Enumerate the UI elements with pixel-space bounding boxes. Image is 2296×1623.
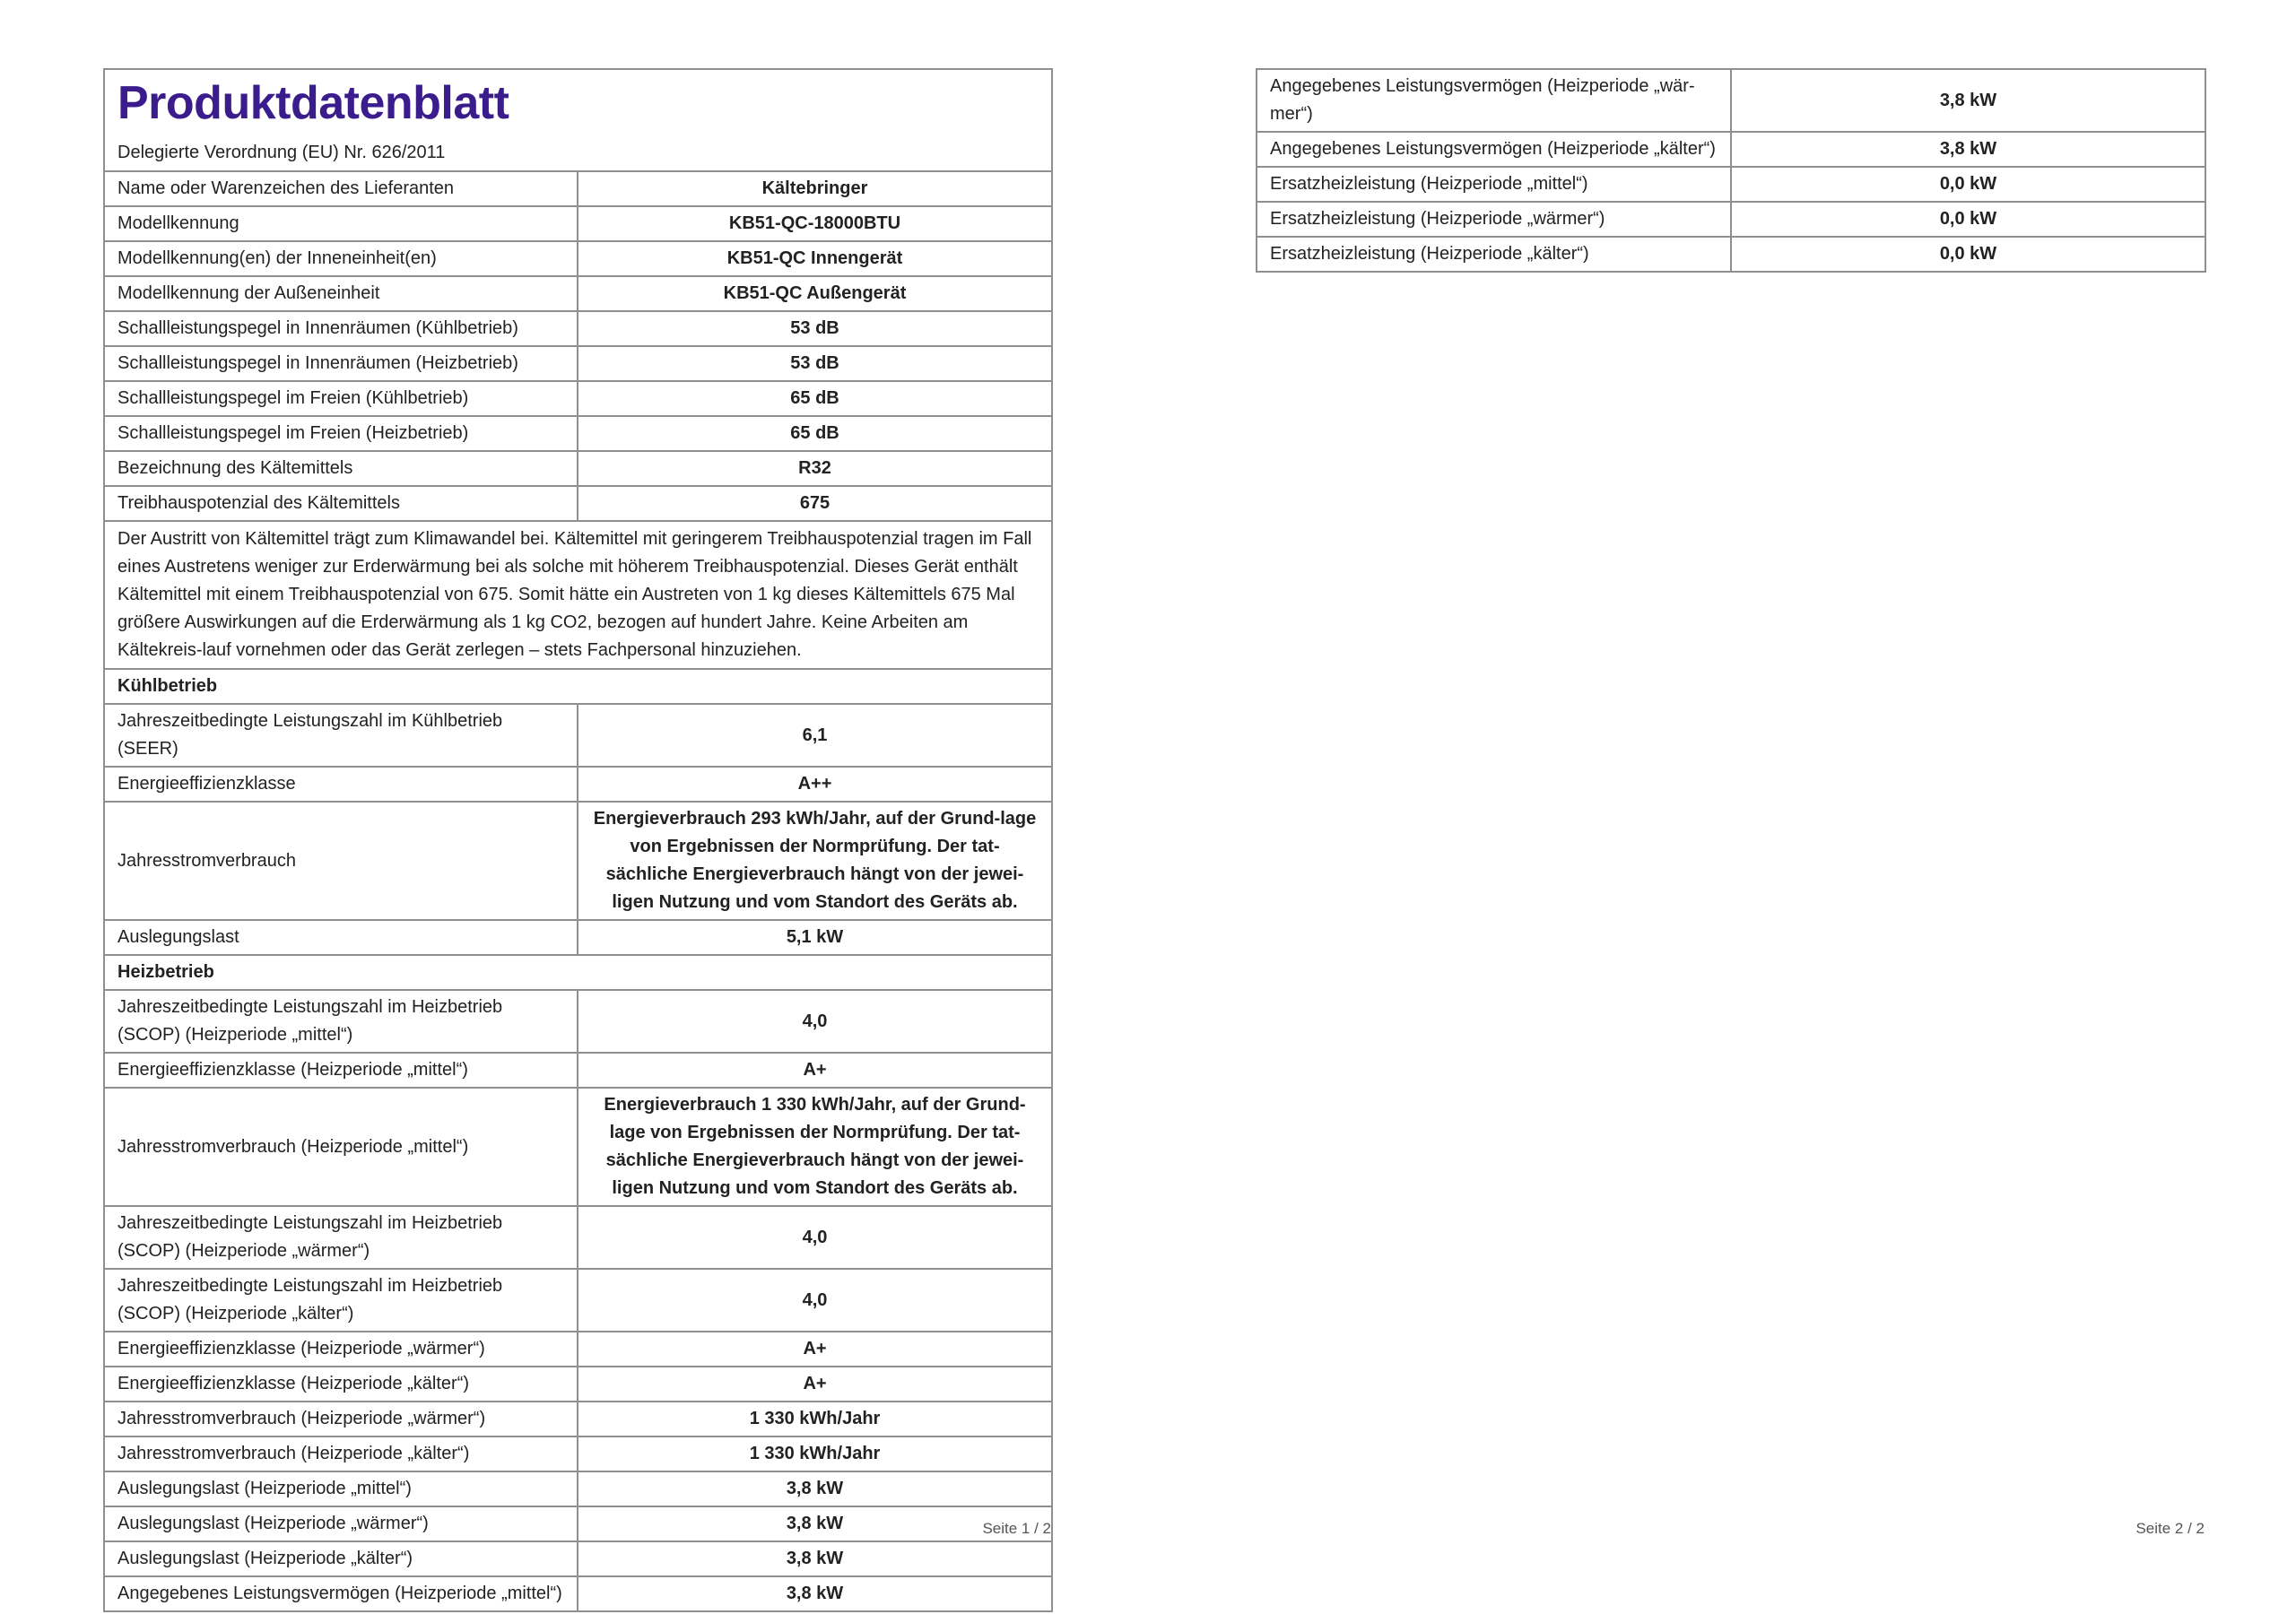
row-label: Auslegungslast (104, 920, 578, 955)
row-value: KB51-QC Außengerät (578, 276, 1052, 311)
row-label: Treibhauspotenzial des Kältemittels (104, 486, 578, 521)
section-heading-cooling-row (104, 669, 1052, 704)
table-row (104, 381, 1052, 416)
row-value: 3,8 kW (578, 1576, 1052, 1611)
table-row (104, 1053, 1052, 1088)
section-heading-heating: Heizbetrieb (104, 955, 1052, 990)
table-row (104, 1436, 1052, 1471)
row-value: 65 dB (578, 416, 1052, 451)
row-label: Schallleistungspegel in Innenräumen (Kühlbetrieb) (104, 311, 578, 346)
row-label: Jahreszeitbedingte Leistungszahl im Heizbetrieb (SCOP) (Heizperiode „kälter“) (104, 1269, 578, 1332)
row-value: 53 dB (578, 346, 1052, 381)
row-value: 675 (578, 486, 1052, 521)
row-label: Auslegungslast (Heizperiode „kälter“) (104, 1541, 578, 1576)
page-title: Produktdatenblatt (117, 77, 509, 129)
table-row (104, 990, 1052, 1053)
table-row (104, 1088, 1052, 1206)
table-row (104, 486, 1052, 521)
refrigerant-note: Der Austritt von Kältemittel trägt zum Klimawandel bei. Kältemittel mit geringerem Treibhauspotenzial tragen im Fall eines Austretens weniger zur Erderwärmung bei als solche mit höherem Treibhauspotenzial. Dieses Gerät enthält Kältemittel mit einem Treibhauspotenzial von 675. Somit hätte ein Austreten von 1 kg dieses Kältemittels 675 Mal größere Auswirkungen auf die Erderwärmung als 1 kg CO2, bezogen auf hundert Jahre. Keine Arbeiten am Kältekreis-lauf vornehmen oder das Gerät zerlegen – stets Fachpersonal hinzuziehen. (104, 521, 1052, 669)
table-row (104, 171, 1052, 206)
row-value: A+ (578, 1367, 1052, 1402)
row-label: Angegebenes Leistungsvermögen (Heizperiode „wär-mer“) (1257, 69, 1731, 132)
row-label: Energieeffizienzklasse (Heizperiode „kälter“) (104, 1367, 578, 1402)
row-value: 1 330 kWh/Jahr (578, 1402, 1052, 1436)
row-value: Energieverbrauch 1 330 kWh/Jahr, auf der Grund-lage von Ergebnissen der Normprüfung. Der tat-sächliche Energieverbrauch hängt von der jewei-ligen Nutzung und vom Standort des Geräts ab. (578, 1088, 1052, 1206)
row-label: Auslegungslast (Heizperiode „mittel“) (104, 1471, 578, 1506)
row-value: 3,8 kW (578, 1506, 1052, 1541)
table-row (104, 1471, 1052, 1506)
table-row (1257, 69, 2205, 132)
refrigerant-note-row (104, 521, 1052, 669)
row-label: Jahresstromverbrauch (Heizperiode „wärmer“) (104, 1402, 578, 1436)
table-row (104, 767, 1052, 802)
row-value: Kältebringer (578, 171, 1052, 206)
row-label: Auslegungslast (Heizperiode „wärmer“) (104, 1506, 578, 1541)
row-label: Angegebenes Leistungsvermögen (Heizperiode „kälter“) (1257, 132, 1731, 167)
row-label: Jahreszeitbedingte Leistungszahl im Heizbetrieb (SCOP) (Heizperiode „wärmer“) (104, 1206, 578, 1269)
product-data-table (103, 68, 1053, 1612)
header-cell (104, 69, 1052, 171)
page-number: Seite 1 / 2 (982, 1520, 1051, 1537)
row-label: Bezeichnung des Kältemittels (104, 451, 578, 486)
row-label: Energieeffizienzklasse (Heizperiode „wärmer“) (104, 1332, 578, 1367)
row-label: Jahreszeitbedingte Leistungszahl im Heizbetrieb (SCOP) (Heizperiode „mittel“) (104, 990, 578, 1053)
table-row (104, 416, 1052, 451)
row-value: 65 dB (578, 381, 1052, 416)
row-value: 4,0 (578, 1269, 1052, 1332)
row-label: Jahreszeitbedingte Leistungszahl im Kühlbetrieb (SEER) (104, 704, 578, 767)
table-row (104, 1206, 1052, 1269)
table-row (1257, 167, 2205, 202)
row-value: R32 (578, 451, 1052, 486)
row-value: 53 dB (578, 311, 1052, 346)
page-2 (1148, 0, 2296, 1623)
table-row (104, 451, 1052, 486)
header-row (104, 69, 1052, 171)
table-row (104, 311, 1052, 346)
row-value: 0,0 kW (1731, 202, 2205, 237)
table-row (104, 802, 1052, 920)
product-data-table-continued (1256, 68, 2206, 273)
row-value: 3,8 kW (1731, 132, 2205, 167)
row-value: 4,0 (578, 990, 1052, 1053)
section-heading-heating-row (104, 955, 1052, 990)
row-label: Jahresstromverbrauch (Heizperiode „kälter“) (104, 1436, 578, 1471)
table-row (104, 346, 1052, 381)
row-label: Ersatzheizleistung (Heizperiode „mittel“) (1257, 167, 1731, 202)
row-label: Schallleistungspegel in Innenräumen (Heizbetrieb) (104, 346, 578, 381)
table-row (104, 1269, 1052, 1332)
row-value: 4,0 (578, 1206, 1052, 1269)
table-row (104, 920, 1052, 955)
page-number: Seite 2 / 2 (2135, 1520, 2205, 1537)
row-value: A+ (578, 1332, 1052, 1367)
row-value: 1 330 kWh/Jahr (578, 1436, 1052, 1471)
row-label: Jahresstromverbrauch (Heizperiode „mittel“) (104, 1088, 578, 1206)
row-label: Jahresstromverbrauch (104, 802, 578, 920)
row-label: Energieeffizienzklasse (104, 767, 578, 802)
table-row (104, 1367, 1052, 1402)
row-value: Energieverbrauch 293 kWh/Jahr, auf der Grund-lage von Ergebnissen der Normprüfung. Der tat-sächliche Energieverbrauch hängt von der jewei-ligen Nutzung und vom Standort des Geräts ab. (578, 802, 1052, 920)
table-row (104, 1332, 1052, 1367)
row-value: 3,8 kW (1731, 69, 2205, 132)
table-row (104, 1541, 1052, 1576)
row-value: 0,0 kW (1731, 167, 2205, 202)
table-row (104, 276, 1052, 311)
table-row (104, 704, 1052, 767)
row-label: Ersatzheizleistung (Heizperiode „wärmer“) (1257, 202, 1731, 237)
row-value: 3,8 kW (578, 1541, 1052, 1576)
table-row (104, 241, 1052, 276)
table-row (104, 1402, 1052, 1436)
row-label: Modellkennung (104, 206, 578, 241)
row-label: Modellkennung(en) der Inneneinheit(en) (104, 241, 578, 276)
row-label: Energieeffizienzklasse (Heizperiode „mittel“) (104, 1053, 578, 1088)
row-label: Angegebenes Leistungsvermögen (Heizperiode „mittel“) (104, 1576, 578, 1611)
row-label: Ersatzheizleistung (Heizperiode „kälter“) (1257, 237, 1731, 272)
row-value: KB51-QC Innengerät (578, 241, 1052, 276)
row-value: A+ (578, 1053, 1052, 1088)
row-value: 5,1 kW (578, 920, 1052, 955)
regulation-subtitle: Delegierte Verordnung (EU) Nr. 626/2011 (117, 143, 446, 162)
row-label: Schallleistungspegel im Freien (Kühlbetrieb) (104, 381, 578, 416)
row-label: Modellkennung der Außeneinheit (104, 276, 578, 311)
row-value: 0,0 kW (1731, 237, 2205, 272)
table-row (1257, 237, 2205, 272)
row-value: KB51-QC-18000BTU (578, 206, 1052, 241)
table-row (104, 1576, 1052, 1611)
table-row (104, 206, 1052, 241)
row-value: 3,8 kW (578, 1471, 1052, 1506)
row-label: Name oder Warenzeichen des Lieferanten (104, 171, 578, 206)
row-label: Schallleistungspegel im Freien (Heizbetrieb) (104, 416, 578, 451)
section-heading-cooling: Kühlbetrieb (104, 669, 1052, 704)
table-row (1257, 132, 2205, 167)
row-value: A++ (578, 767, 1052, 802)
row-value: 6,1 (578, 704, 1052, 767)
table-row (1257, 202, 2205, 237)
